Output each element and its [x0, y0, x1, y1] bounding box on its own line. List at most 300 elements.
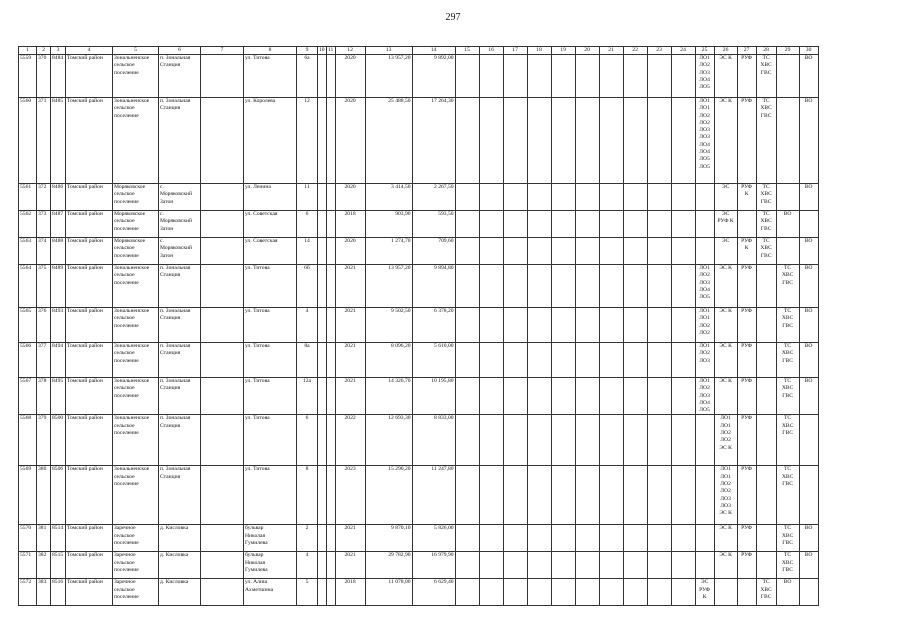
cell-line: п. Зональная [160, 378, 191, 384]
cell-line: Затон [160, 252, 174, 259]
cell-line: Николая [245, 559, 266, 566]
cell-col-18 [527, 308, 551, 343]
cell-col-10 [318, 415, 327, 466]
cell-line: Моряковский [160, 218, 193, 225]
cell-line: ЛО1 [720, 466, 731, 473]
cell-line: сельское [114, 422, 135, 429]
cell-col-30: ВО [799, 343, 818, 378]
cell-col-23 [647, 308, 671, 343]
cell-line: п. Зональная [160, 466, 191, 473]
cell-line: сельское [114, 559, 135, 566]
cell-col-15 [455, 378, 479, 415]
cell-line: Моряковский [160, 245, 193, 252]
cell-col-24 [671, 415, 695, 466]
cell-line: ЛО3 [699, 134, 710, 141]
cell-col-22 [623, 525, 647, 552]
cell-line: ЛО2 [699, 272, 710, 279]
cell-line: Ахметшина [245, 586, 274, 593]
cell-col-6 [159, 265, 201, 308]
page-number: 297 [445, 12, 461, 23]
cell-col-19 [551, 525, 575, 552]
cell-col-30: ВО [799, 308, 818, 343]
cell-col-4: Томский район [66, 98, 113, 184]
cell-col-20 [575, 525, 599, 552]
column-number-21: 21 [599, 47, 623, 55]
cell-col-16 [479, 184, 503, 211]
cell-line: РУФ К [699, 586, 711, 601]
cell-col-13: 903,90 [365, 211, 412, 238]
cell-col-4: Томский район [66, 265, 113, 308]
cell-line: сельское [114, 245, 135, 252]
cell-line: сельское [114, 62, 135, 69]
cell-col-6 [159, 343, 201, 378]
cell-col-11 [326, 525, 335, 552]
cell-col-25 [695, 415, 714, 466]
cell-col-11 [326, 238, 335, 265]
cell-line: ВО [783, 579, 792, 586]
cell-col-26 [714, 55, 737, 98]
column-number-27: 27 [737, 47, 756, 55]
cell-col-2: 371 [37, 98, 51, 184]
cell-col-12: 2021 [335, 552, 365, 579]
cell-col-5 [113, 308, 159, 343]
column-number-17: 17 [503, 47, 527, 55]
cell-col-9: 12 [297, 98, 318, 184]
cell-col-29 [776, 378, 799, 415]
cell-col-26 [714, 343, 737, 378]
cell-col-10 [318, 98, 327, 184]
cell-col-20 [575, 184, 599, 211]
cell-line: Гумилева [245, 540, 268, 547]
table-row [19, 238, 819, 265]
cell-col-5 [113, 378, 159, 415]
cell-line: ХВС [760, 586, 772, 593]
cell-col-5 [113, 466, 159, 525]
cell-col-17 [503, 98, 527, 184]
cell-col-6 [159, 552, 201, 579]
cell-col-29 [776, 211, 799, 238]
cell-line: ХВС [781, 422, 794, 429]
cell-line: ТС [784, 415, 792, 422]
cell-col-23 [647, 238, 671, 265]
cell-line: ЛО1 [699, 55, 710, 61]
table-row [19, 525, 819, 552]
cell-col-6 [159, 184, 201, 211]
table-row [19, 308, 819, 343]
cell-col-29 [776, 308, 799, 343]
cell-col-15 [455, 98, 479, 184]
cell-col-5 [113, 184, 159, 211]
cell-col-20 [575, 238, 599, 265]
table-row [19, 98, 819, 184]
column-number-10: 10 [319, 47, 325, 53]
register-table [18, 46, 819, 606]
cell-col-1: 5572 [19, 579, 37, 606]
cell-col-11 [326, 415, 335, 466]
cell-line: сельское [114, 105, 135, 112]
cell-col-18 [527, 415, 551, 466]
cell-line: ТС [784, 552, 792, 559]
cell-line: ГВС [760, 69, 772, 76]
cell-col-4: Томский район [66, 308, 113, 343]
cell-col-22 [623, 552, 647, 579]
cell-line: сельское [114, 272, 135, 279]
cell-line: Станция [160, 422, 181, 429]
cell-col-11 [326, 343, 335, 378]
cell-col-24 [671, 378, 695, 415]
cell-col-15 [455, 525, 479, 552]
cell-col-18 [527, 98, 551, 184]
cell-col-4: Томский район [66, 55, 113, 98]
cell-line: ХВС [760, 62, 772, 69]
cell-col-1: 5569 [19, 466, 37, 525]
cell-line: ГВС [782, 481, 793, 488]
cell-col-10 [318, 579, 327, 606]
cell-col-10 [318, 552, 327, 579]
cell-col-12: 2020 [335, 55, 365, 98]
cell-col-29 [776, 265, 799, 308]
cell-line: ЭС К [719, 444, 732, 451]
column-number-7: 7 [201, 47, 244, 55]
cell-line: ХВС [781, 559, 794, 566]
cell-col-15 [455, 579, 479, 606]
column-number-19: 19 [551, 47, 575, 55]
cell-col-3: 8495 [51, 378, 66, 415]
cell-col-19 [551, 98, 575, 184]
cell-line: ЛО1 [699, 378, 710, 384]
cell-line: ул. Советская [245, 211, 278, 217]
column-number-29: 29 [776, 47, 799, 55]
cell-line: ЛО3 [699, 357, 710, 364]
cell-line: ГВС [782, 279, 793, 286]
cell-col-27 [737, 184, 756, 211]
cell-col-20 [575, 308, 599, 343]
cell-line: Станция [160, 315, 181, 322]
cell-col-19 [551, 55, 575, 98]
column-number-20: 20 [575, 47, 599, 55]
cell-col-25 [695, 552, 714, 579]
cell-line: ТС [762, 184, 770, 190]
cell-line: бульвар [245, 552, 264, 559]
cell-col-13: 8 096,20 [365, 343, 412, 378]
cell-col-25 [695, 466, 714, 525]
cell-line: ГВС [760, 198, 772, 205]
cell-col-30: ВО [799, 265, 818, 308]
cell-col-5 [113, 579, 159, 606]
cell-col-27 [737, 55, 756, 98]
cell-line: ул. Титова [245, 265, 270, 271]
cell-col-19 [551, 579, 575, 606]
cell-line: ЛО1 [720, 473, 731, 480]
cell-line: с. [160, 184, 164, 190]
cell-col-23 [647, 378, 671, 415]
cell-col-21 [599, 415, 623, 466]
cell-col-12: 2023 [335, 466, 365, 525]
table-row [19, 265, 819, 308]
cell-line: ТС [784, 466, 792, 473]
cell-col-21 [599, 211, 623, 238]
cell-line: ГВС [782, 322, 793, 329]
cell-col-3: 8515 [51, 552, 66, 579]
cell-col-10 [318, 184, 327, 211]
cell-col-2: 380 [37, 466, 51, 525]
cell-col-26 [714, 238, 737, 265]
cell-col-15 [455, 343, 479, 378]
cell-col-21 [599, 552, 623, 579]
cell-line: ХВС [760, 218, 772, 225]
cell-col-4: Томский район [66, 552, 113, 579]
cell-col-2: 370 [37, 55, 51, 98]
cell-col-23 [647, 415, 671, 466]
cell-col-11 [326, 265, 335, 308]
cell-col-1: 5568 [19, 415, 37, 466]
cell-line: ЛО3 [699, 392, 710, 399]
cell-col-6 [159, 98, 201, 184]
column-number-28: 28 [756, 47, 776, 55]
cell-col-25 [695, 98, 714, 184]
cell-col-13: 1 274,70 [365, 238, 412, 265]
column-number-30: 30 [799, 47, 818, 55]
cell-col-13: 9 502,50 [365, 308, 412, 343]
cell-col-26 [714, 579, 737, 606]
cell-col-18 [527, 238, 551, 265]
cell-col-2: 374 [37, 238, 51, 265]
cell-col-9: 6б [297, 265, 318, 308]
cell-line: п. Зональная [160, 265, 191, 271]
cell-col-29 [776, 415, 799, 466]
cell-line: ХВС [781, 272, 794, 279]
cell-col-14: 5 826,00 [412, 525, 455, 552]
cell-col-16 [479, 265, 503, 308]
cell-col-12: 2022 [335, 415, 365, 466]
cell-col-24 [671, 98, 695, 184]
column-number-23: 23 [647, 47, 671, 55]
cell-col-4: Томский район [66, 238, 113, 265]
cell-col-30: ВО [799, 552, 818, 579]
cell-col-1: 5565 [19, 308, 37, 343]
cell-line: сельское [114, 315, 135, 322]
cell-col-20 [575, 343, 599, 378]
table-row [19, 211, 819, 238]
cell-col-14: 16 979,90 [412, 552, 455, 579]
cell-col-1: 5563 [19, 238, 37, 265]
cell-col-29 [776, 184, 799, 211]
cell-line: ЭС [700, 579, 709, 586]
cell-col-2: 383 [37, 579, 51, 606]
cell-col-5 [113, 265, 159, 308]
cell-col-1: 5567 [19, 378, 37, 415]
cell-col-18 [527, 343, 551, 378]
cell-col-7 [201, 378, 244, 415]
cell-col-10 [318, 211, 327, 238]
cell-col-13: 13 957,20 [365, 265, 412, 308]
cell-line: ул. Титова [245, 55, 270, 61]
cell-line: ул. Титова [245, 343, 270, 349]
cell-line: поселение [114, 279, 139, 286]
cell-col-8 [244, 415, 297, 466]
cell-col-4: Томский район [66, 525, 113, 552]
cell-col-12: 2021 [335, 525, 365, 552]
cell-line: сельское [114, 191, 135, 198]
cell-line: ул. Титова [245, 378, 270, 384]
cell-line: ЛО2 [720, 437, 731, 444]
cell-line: ХВС [760, 245, 772, 252]
cell-col-19 [551, 308, 575, 343]
cell-col-15 [455, 211, 479, 238]
cell-line: Моряковское [114, 238, 146, 244]
cell-line: Зональненское [114, 265, 150, 271]
cell-col-28 [756, 343, 776, 378]
cell-col-29 [776, 466, 799, 525]
cell-col-23 [647, 55, 671, 98]
cell-col-24 [671, 55, 695, 98]
cell-col-14: 10 195,80 [412, 378, 455, 415]
cell-line: Станция [160, 385, 181, 392]
cell-line: поселение [114, 594, 139, 601]
cell-col-16 [479, 579, 503, 606]
cell-line: Николая [245, 532, 266, 539]
cell-col-30 [799, 415, 818, 466]
cell-line: поселение [114, 430, 139, 437]
cell-col-8 [244, 552, 297, 579]
cell-col-14: 2 267,50 [412, 184, 455, 211]
cell-col-1: 5570 [19, 525, 37, 552]
cell-col-5 [113, 238, 159, 265]
cell-col-19 [551, 265, 575, 308]
cell-col-3: 8486 [51, 184, 66, 211]
cell-col-14: 8 833,00 [412, 415, 455, 466]
cell-col-22 [623, 265, 647, 308]
column-number-24: 24 [671, 47, 695, 55]
cell-col-7 [201, 184, 244, 211]
cell-col-3: 8514 [51, 525, 66, 552]
cell-col-13: 25 488,50 [365, 98, 412, 184]
cell-col-23 [647, 466, 671, 525]
cell-col-8 [244, 265, 297, 308]
cell-line: ТС [784, 343, 792, 349]
cell-col-1: 5559 [19, 55, 37, 98]
cell-line: Станция [160, 473, 181, 480]
cell-line: п. Зональная [160, 98, 191, 104]
cell-col-16 [479, 552, 503, 579]
cell-line: ХВС [781, 385, 794, 392]
cell-line: Станция [160, 272, 181, 279]
cell-col-1: 5561 [19, 184, 37, 211]
cell-col-15 [455, 184, 479, 211]
column-number-8: 8 [244, 47, 297, 55]
cell-line: ЭС К [719, 265, 732, 271]
cell-line: ГВС [782, 392, 793, 399]
cell-line: ГВС [782, 567, 793, 574]
cell-line: ЛО5 [699, 407, 710, 414]
cell-line: РУФ [741, 265, 753, 271]
cell-line: ТС [762, 55, 770, 61]
cell-col-16 [479, 378, 503, 415]
cell-col-25 [695, 525, 714, 552]
cell-col-18 [527, 265, 551, 308]
cell-line: ВО [783, 211, 792, 217]
cell-col-27 [737, 525, 756, 552]
cell-line: ТС [784, 525, 792, 532]
cell-col-10 [318, 378, 327, 415]
column-number-9: 9 [297, 47, 318, 55]
cell-col-20 [575, 265, 599, 308]
cell-line: ЛО3 [720, 495, 731, 502]
cell-line: ул. Советская [245, 238, 278, 244]
cell-col-22 [623, 466, 647, 525]
cell-line: поселение [114, 567, 139, 574]
cell-col-20 [575, 378, 599, 415]
cell-line: ЭС К [719, 552, 732, 559]
cell-line: поселение [114, 540, 139, 547]
cell-col-26 [714, 415, 737, 466]
cell-col-28 [756, 525, 776, 552]
cell-col-19 [551, 238, 575, 265]
cell-col-2: 377 [37, 343, 51, 378]
cell-col-15 [455, 238, 479, 265]
cell-col-26 [714, 98, 737, 184]
cell-col-30 [799, 579, 818, 606]
cell-line: ЛО2 [699, 350, 710, 357]
cell-col-11 [326, 184, 335, 211]
column-number-1: 1 [19, 47, 37, 55]
cell-col-24 [671, 343, 695, 378]
cell-col-9: 8 [297, 466, 318, 525]
cell-col-2: 376 [37, 308, 51, 343]
cell-col-28 [756, 55, 776, 98]
cell-col-17 [503, 184, 527, 211]
cell-col-26 [714, 525, 737, 552]
cell-line: ЛО3 [699, 127, 710, 134]
cell-col-23 [647, 211, 671, 238]
cell-col-22 [623, 211, 647, 238]
cell-col-4: Томский район [66, 211, 113, 238]
cell-col-19 [551, 184, 575, 211]
table-row [19, 415, 819, 466]
cell-col-12: 2020 [335, 98, 365, 184]
cell-col-30: ВО [799, 378, 818, 415]
cell-line: ЛО2 [699, 62, 710, 69]
cell-col-24 [671, 525, 695, 552]
table-body [19, 55, 819, 606]
cell-col-16 [479, 211, 503, 238]
cell-line: сельское [114, 532, 135, 539]
cell-col-25 [695, 579, 714, 606]
cell-col-30: ВО [799, 184, 818, 211]
cell-col-19 [551, 343, 575, 378]
cell-col-27 [737, 98, 756, 184]
cell-col-7 [201, 343, 244, 378]
cell-col-25 [695, 343, 714, 378]
column-number-13: 13 [365, 47, 412, 55]
cell-line: ЛО4 [699, 286, 710, 293]
cell-line: ЛО2 [699, 322, 710, 329]
cell-col-10 [318, 525, 327, 552]
cell-line: ЭС [721, 211, 730, 217]
cell-col-4: Томский район [66, 466, 113, 525]
cell-col-12: 2021 [335, 265, 365, 308]
cell-col-24 [671, 265, 695, 308]
cell-col-2: 379 [37, 415, 51, 466]
cell-col-8 [244, 98, 297, 184]
cell-line: ТС [784, 378, 792, 384]
cell-line: ТС [784, 308, 792, 314]
cell-col-19 [551, 211, 575, 238]
cell-col-29 [776, 238, 799, 265]
cell-line: РУФ [741, 466, 753, 473]
cell-col-23 [647, 184, 671, 211]
cell-line: поселение [114, 357, 139, 364]
